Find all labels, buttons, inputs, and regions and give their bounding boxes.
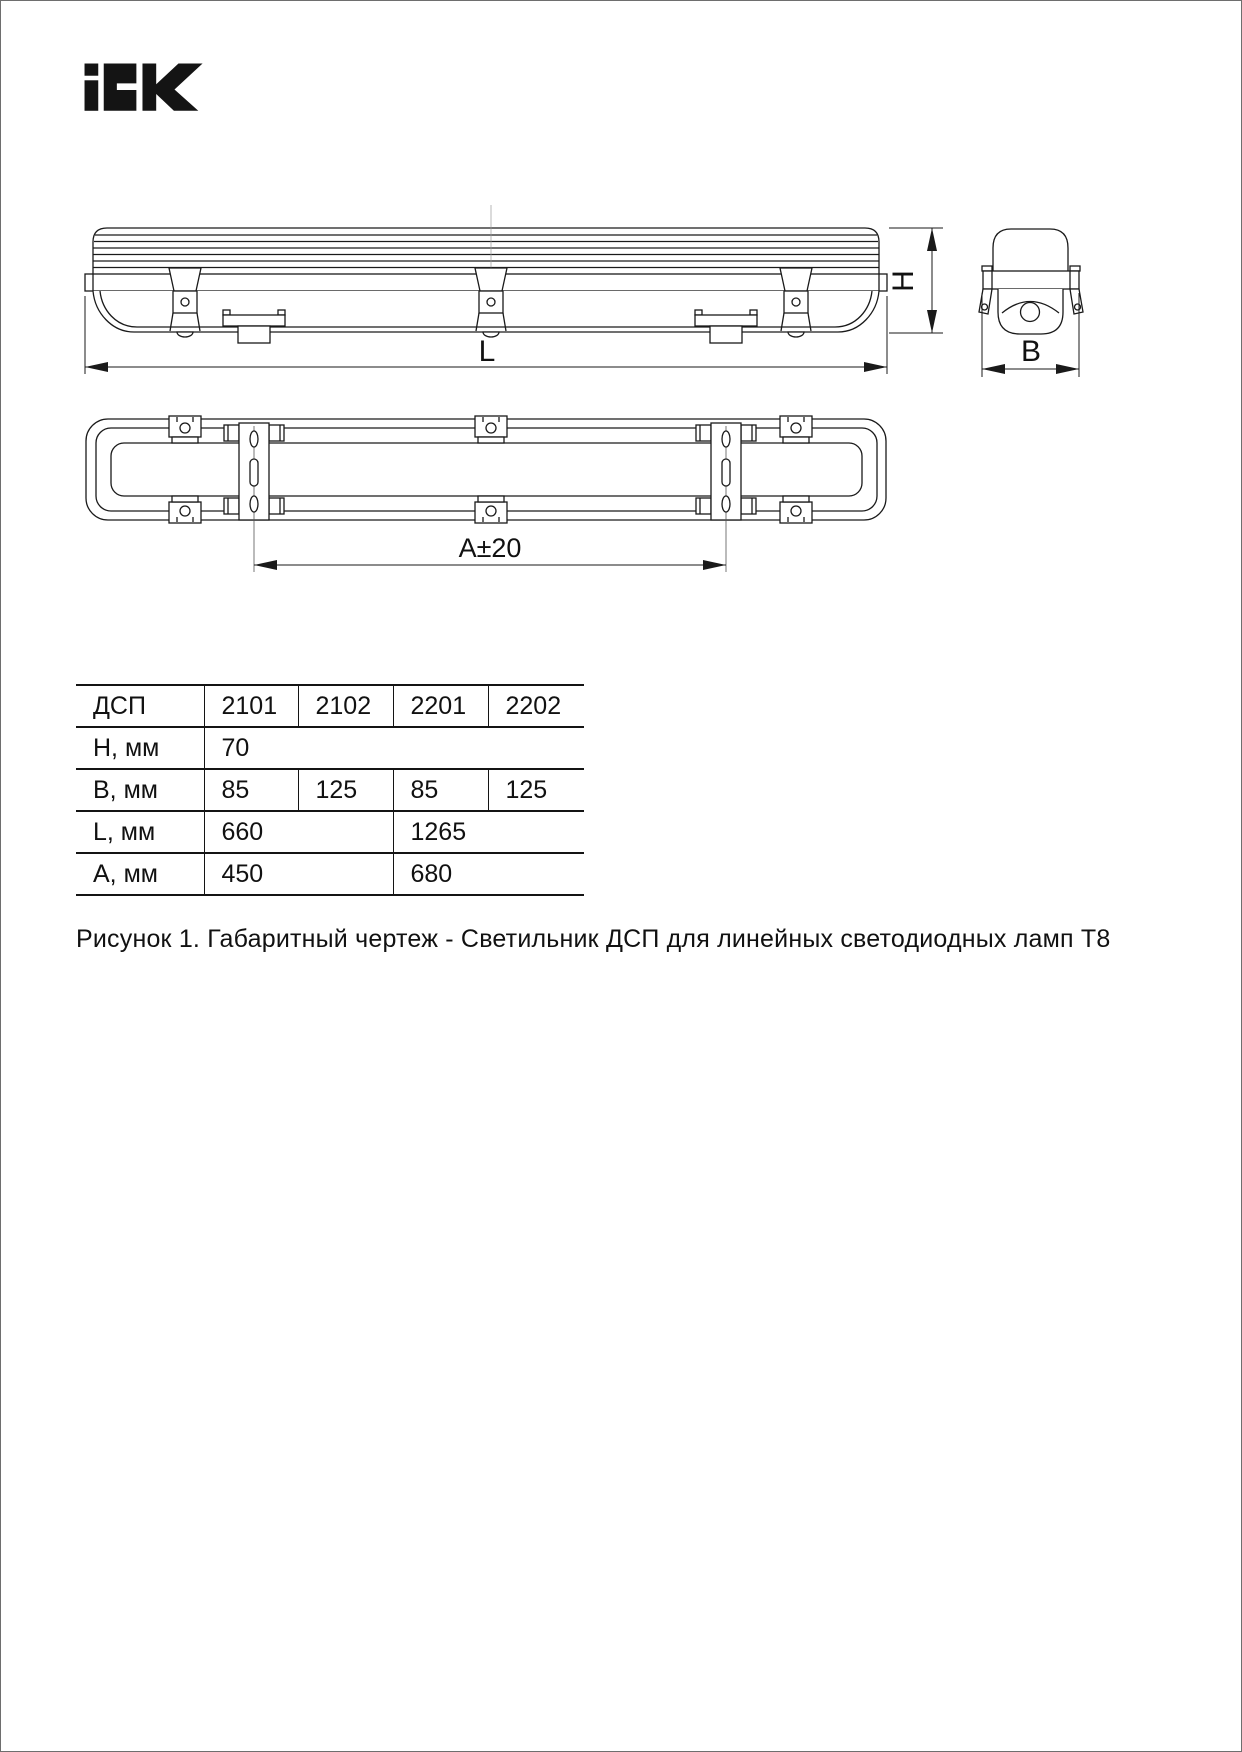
table-cell: 1265	[393, 811, 584, 853]
bottom-clip	[780, 496, 812, 523]
bottom-clip	[475, 416, 507, 443]
table-cell: 70	[204, 727, 584, 769]
bottom-clip	[475, 496, 507, 523]
table-row	[76, 853, 584, 895]
table-cell: 85	[204, 769, 298, 811]
table-cell: 125	[298, 769, 393, 811]
figure-caption: Рисунок 1. Габаритный чертеж - Светильник ДСП для линейных светодиодных ламп Т8	[76, 925, 1111, 953]
dim-A-label: A±20	[458, 533, 522, 563]
table-cell: 125	[488, 769, 584, 811]
bottom-clip	[169, 416, 201, 443]
table-cell: 680	[393, 853, 584, 895]
table-cell: 2202	[488, 685, 584, 727]
dim-H-label: H	[887, 270, 920, 292]
dim-L-label: L	[478, 335, 496, 368]
table-cell: B, мм	[76, 769, 204, 811]
table-cell: 85	[393, 769, 488, 811]
dim-B-label: B	[1020, 335, 1042, 368]
table-header-row	[76, 685, 584, 727]
bottom-clip	[780, 416, 812, 443]
table-cell: A, мм	[76, 853, 204, 895]
dimensions-table	[76, 684, 584, 896]
table-cell: 2201	[393, 685, 488, 727]
bottom-clip	[169, 496, 201, 523]
dimensional-drawing	[1, 1, 1242, 621]
table-cell: L, мм	[76, 811, 204, 853]
side-view	[85, 205, 887, 343]
table-cell: 2101	[204, 685, 298, 727]
table-cell: H, мм	[76, 727, 204, 769]
side-bracket	[695, 310, 757, 343]
table-row	[76, 769, 584, 811]
table-row	[76, 811, 584, 853]
table-cell: 660	[204, 811, 393, 853]
table-row	[76, 727, 584, 769]
table-cell: 2102	[298, 685, 393, 727]
side-bracket	[223, 310, 285, 343]
end-view	[979, 229, 1083, 334]
table-cell: ДСП	[76, 685, 204, 727]
table-cell: 450	[204, 853, 393, 895]
